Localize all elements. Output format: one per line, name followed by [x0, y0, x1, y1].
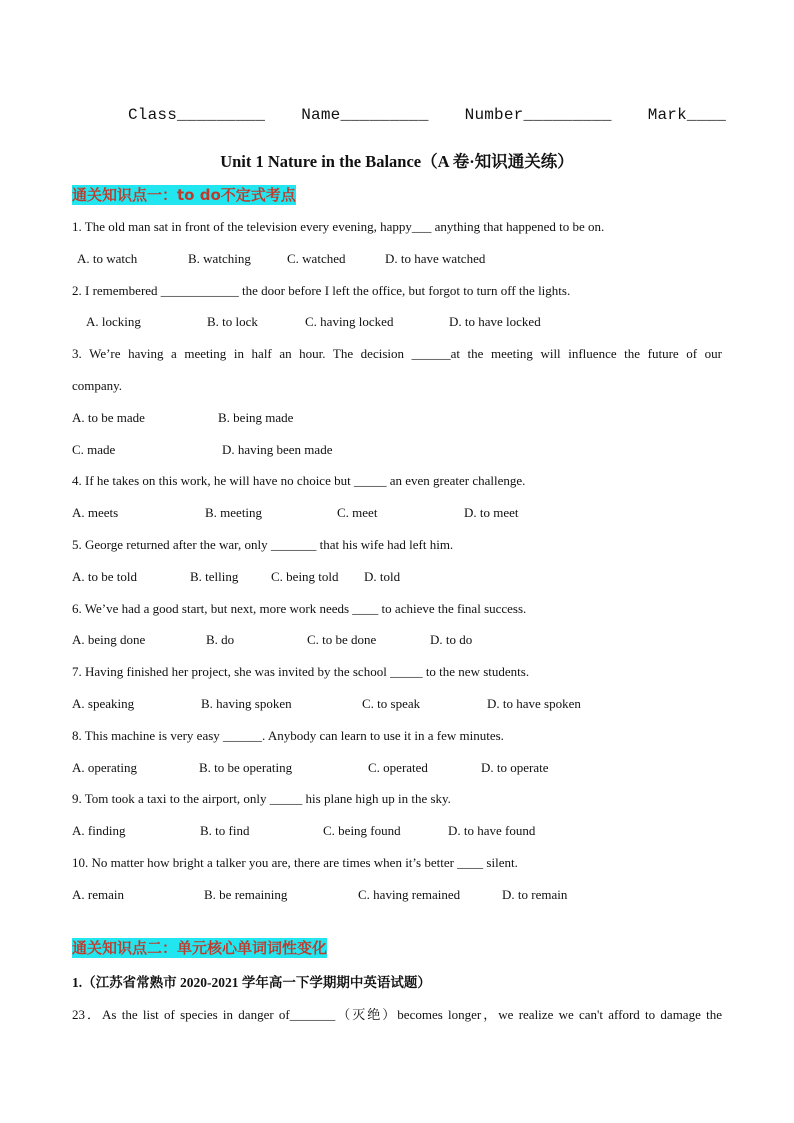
- question-5: 5. George returned after the war, only _______ that his wife had left him.: [72, 537, 454, 552]
- option-d: D. having been made: [222, 442, 333, 457]
- option-a: A. to be made: [72, 410, 145, 425]
- option-b: B. having spoken: [201, 696, 292, 711]
- option-a: A. meets: [72, 505, 119, 520]
- option-c: C. made: [72, 442, 116, 457]
- question-8: 8. This machine is very easy ______. Anybody can learn to use it in a few minutes.: [72, 728, 504, 743]
- question-6: 6. We’ve had a good start, but next, more work needs ____ to achieve the final success.: [72, 601, 527, 616]
- page-title: Unit 1 Nature in the Balance（A 卷·知识通关练）: [220, 152, 574, 171]
- question-3-line-2: company.: [72, 378, 123, 393]
- class-field: Class_________: [128, 106, 266, 124]
- option-c: C. being found: [323, 823, 401, 838]
- option-d: D. to operate: [481, 760, 549, 775]
- option-b: B. watching: [188, 251, 251, 266]
- student-info-header: [128, 106, 727, 124]
- option-a: A. finding: [72, 823, 126, 838]
- number-field: Number_________: [464, 106, 612, 124]
- option-a: A. to be told: [72, 569, 137, 584]
- question-9: 9. Tom took a taxi to the airport, only _____ his plane high up in the sky.: [72, 791, 451, 806]
- option-c: C. being told: [271, 569, 339, 584]
- question-source: 1.（江苏省常熟市 2020-2021 学年高一下学期期中英语试题）: [72, 975, 431, 990]
- name-field: Name_________: [301, 106, 429, 124]
- option-d: D. to have spoken: [487, 696, 581, 711]
- option-b: B. being made: [218, 410, 294, 425]
- option-c: C. meet: [337, 505, 378, 520]
- option-a: A. remain: [72, 887, 124, 902]
- question-23: 23．As the list of species in danger of_______（灭绝）becomes longer，we realize we can't afford to damage the: [72, 1007, 722, 1022]
- option-c: C. watched: [287, 251, 346, 266]
- question-4: 4. If he takes on this work, he will have no choice but _____ an even greater challenge.: [72, 473, 526, 488]
- option-b: B. to be operating: [199, 760, 293, 775]
- mark-field: Mark____: [647, 106, 727, 124]
- option-d: D. to meet: [464, 505, 519, 520]
- question-7: 7. Having finished her project, she was invited by the school _____ to the new students.: [72, 664, 530, 679]
- option-b: B. telling: [190, 569, 239, 584]
- option-b: B. meeting: [205, 505, 263, 520]
- section1-suffix: 不定式考点: [220, 186, 296, 204]
- option-c: C. to be done: [307, 632, 377, 647]
- option-d: D. to have found: [448, 823, 536, 838]
- option-c: C. operated: [368, 760, 428, 775]
- option-d: D. to do: [430, 632, 473, 647]
- section1-prefix: 通关知识点一：: [72, 186, 178, 204]
- option-b: B. to find: [200, 823, 250, 838]
- option-d: D. to have watched: [385, 251, 486, 266]
- section-heading-2: [72, 937, 327, 958]
- question-1: 1. The old man sat in front of the television every evening, happy___ anything that happened to be on.: [72, 219, 605, 234]
- option-c: C. having remained: [358, 887, 461, 902]
- option-c: C. having locked: [305, 314, 394, 329]
- option-a: A. to watch: [77, 251, 138, 266]
- option-d: D. to remain: [502, 887, 568, 902]
- option-a: A. operating: [72, 760, 137, 775]
- question-10: 10. No matter how bright a talker you are, there are times when it’s better ____ silent.: [72, 855, 518, 870]
- option-b: B. be remaining: [204, 887, 288, 902]
- question-2: 2. I remembered ____________ the door before I left the office, but forgot to turn off the lights.: [72, 283, 571, 298]
- option-a: A. being done: [72, 632, 146, 647]
- option-d: D. to have locked: [449, 314, 541, 329]
- question-3-line-1: 3. We’re having a meeting in half an hour. The decision ______at the meeting will influence the future of our: [72, 346, 722, 361]
- option-b: B. do: [206, 632, 235, 647]
- option-b: B. to lock: [207, 314, 258, 329]
- option-c: C. to speak: [362, 696, 421, 711]
- section1-code: to do: [177, 186, 221, 204]
- option-a: A. speaking: [72, 696, 135, 711]
- section-heading-1: [72, 184, 296, 205]
- option-d: D. told: [364, 569, 401, 584]
- option-a: A. locking: [86, 314, 141, 329]
- section2-label: 通关知识点二：单元核心单词词性变化: [72, 939, 328, 957]
